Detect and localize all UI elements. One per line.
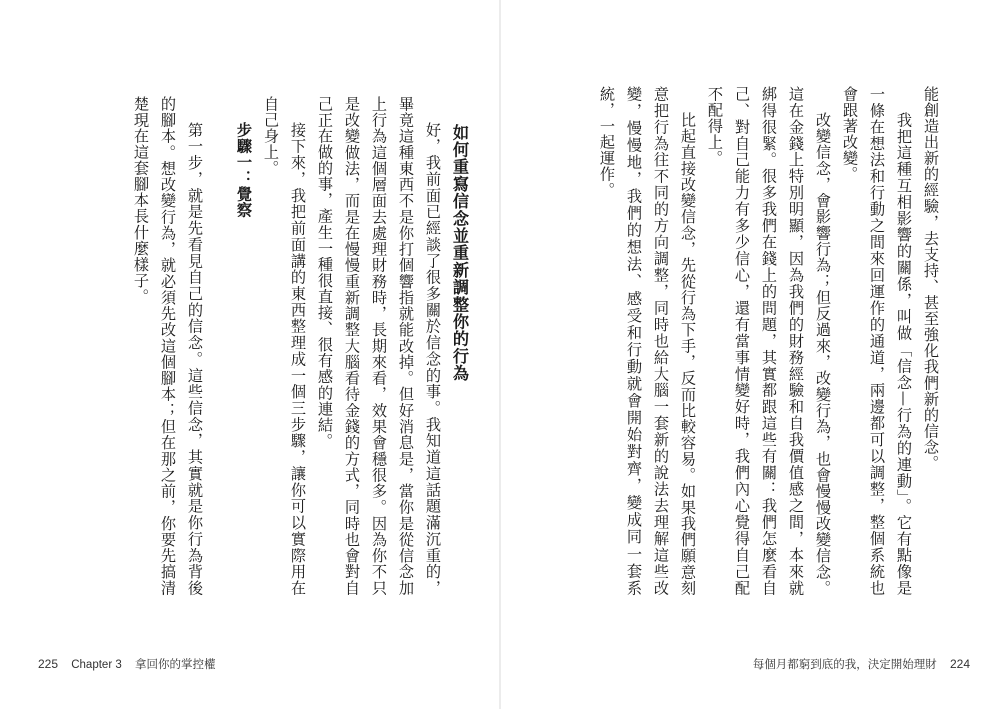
left-page-body <box>127 96 473 596</box>
body-paragraph: 能創造出新的經驗，去支持、甚至強化我們新的信念。 <box>922 86 940 472</box>
body-paragraph: 接下來，我把前面講的東西整理成一個三步驟，讓你可以實際用在自己身上。 <box>262 96 307 596</box>
right-page <box>501 0 1000 709</box>
section-heading: 如何重寫信念並重新調整你的行為 <box>450 123 469 382</box>
step-heading: 步驟一：覺察 <box>235 121 253 219</box>
book-title: 每個月都窮到底的我，決定開始理財 <box>752 659 937 671</box>
left-page <box>0 0 499 709</box>
page-number: 225 <box>38 657 59 671</box>
body-paragraph: 第一步，就是先看見自己的信念。這些信念，其實就是你行為背後的腳本。想改變行為，就必須先改這個腳本；但在那之前，你要先搞清楚現在這套腳本長什麼樣子。 <box>132 96 204 596</box>
left-page-footer <box>38 656 215 672</box>
body-paragraph: 我把這種互相影響的關係，叫做「信念—行為的連動」。它有點像是一條在想法和行動之間來回運作的通道，兩邊都可以調整，整個系統也會跟著改變。 <box>841 86 913 596</box>
body-paragraph: 比起直接改變信念，先從行為下手，反而比較容易。如果我們願意刻意把行為往不同的方向調整，同時也給大腦一套新的說法去理解這些改變，慢慢地，我們的想法、感受和行動就會開始對齊，變成同一套系統，一起運作。 <box>598 86 697 596</box>
chapter-title: 拿回你的掌控權 <box>134 659 216 671</box>
page-number: 224 <box>949 657 970 671</box>
body-paragraph: 好，我前面已經談了很多關於信念的事。我知道這話題滿沉重的，畢竟這種東西不是你打個響指就能改掉。但好消息是，當你是從信念加上行為這個層面去處理財務時，長期來看，效果會穩很多。因為你不只是改變做法，而是在慢慢重新調整大腦看待金錢的方式，同時也會對自己正在做的事，產生一種很直接、很有感的連結。 <box>316 96 442 596</box>
right-page-footer <box>753 656 970 672</box>
right-page-body <box>593 86 944 596</box>
chapter-label: Chapter 3 <box>71 659 122 671</box>
body-paragraph: 改變信念，會影響行為；但反過來，改變行為，也會慢慢改變信念。這在金錢上特別明顯，因為我們的財務經驗和自我價值感之間，本來就綁得很緊。很多我們在錢上的問題，其實都跟這些有關：我們怎麼看自己、對自己能力有多少信心，還有當事情變好時，我們內心覺得自己配不配得上。 <box>706 86 832 596</box>
